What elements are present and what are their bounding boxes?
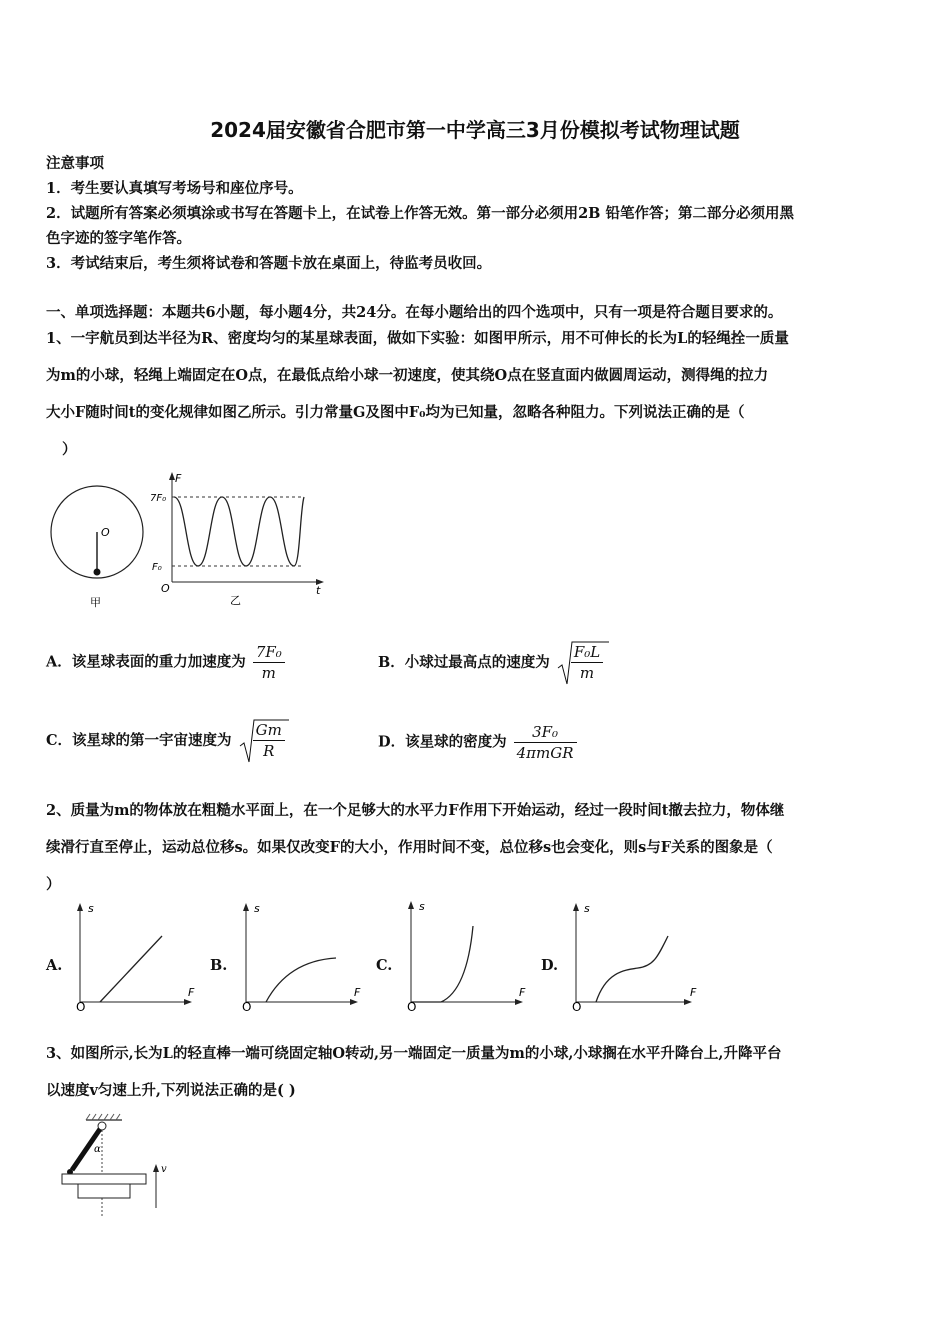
y-axis-label: s	[584, 902, 590, 915]
y-axis-label: s	[88, 902, 94, 915]
q3-text: 3、如图所示,长为L的轻直棒一端可绕固定轴O转动,另一端固定一质量为m的小球,小球搁在水平升降台上,升降平台	[46, 1045, 782, 1062]
denominator: R	[263, 742, 275, 760]
origin-label: O	[572, 1000, 582, 1014]
q1-text: ）	[62, 441, 77, 458]
figure-caption: 甲	[90, 596, 101, 609]
figure-caption: 乙	[230, 594, 241, 607]
section-heading: 一、单项选择题：本题共6小题，每小题4分，共24分。在每小题给出的四个选项中，只有一项是符合题目要求的。	[46, 304, 783, 321]
fraction	[253, 642, 285, 683]
q2-graph-b[interactable]	[232, 900, 372, 1015]
q2-text: 2、质量为m的物体放在粗糙水平面上，在一个足够大的水平力F作用下开始运动，经过一段时间t撤去拉力，物体继	[46, 802, 785, 819]
q2-option-b-label[interactable]: B.	[210, 957, 228, 974]
q3-text: 以速度v匀速上升,下列说法正确的是( )	[46, 1082, 296, 1099]
q1-text: 为m的小球，轻绳上端固定在O点，在最低点给小球一初速度，使其绕O点在竖直面内做圆周运动，测得绳的拉力	[46, 367, 769, 384]
q2-option-c-label[interactable]: C.	[376, 957, 393, 974]
q1-figure-yi	[150, 470, 330, 610]
sqrt	[557, 640, 609, 686]
q2-option-d-label[interactable]: D.	[541, 957, 559, 974]
origin-label: O	[242, 1000, 252, 1014]
y-axis-label: F	[175, 472, 182, 485]
angle-label: α	[94, 1144, 101, 1155]
origin-label: O	[407, 1000, 417, 1014]
y-axis-label: s	[254, 902, 260, 915]
x-axis-label: F	[519, 986, 526, 999]
page-title: 2024届安徽省合肥市第一中学高三3月份模拟考试物理试题	[210, 118, 740, 142]
q1-option-a[interactable]	[46, 642, 285, 683]
q1-option-c[interactable]	[46, 718, 289, 764]
velocity-label: v	[161, 1164, 167, 1175]
option-text: A．该星球表面的重力加速度为	[46, 653, 246, 671]
q1-text: 1、一宇航员到达半径为R、密度均匀的某星球表面，做如下实验：如图甲所示，用不可伸长的长为L的轻绳拴一质量	[46, 330, 789, 347]
option-text: D．该星球的密度为	[378, 733, 507, 751]
origin-label: O	[76, 1000, 86, 1014]
numerator: 3F₀	[514, 722, 577, 743]
x-axis-label: F	[188, 986, 195, 999]
notice-heading: 注意事项	[46, 155, 104, 172]
top-label: 7F₀	[150, 493, 167, 504]
denominator: m	[261, 664, 276, 682]
option-text: B．小球过最高点的速度为	[378, 654, 550, 671]
x-axis-label: t	[316, 584, 321, 597]
bottom-label: F₀	[152, 562, 162, 573]
q1-figure-jia	[46, 482, 158, 612]
x-axis-label: F	[354, 986, 361, 999]
option-text: C．该星球的第一宇宙速度为	[46, 732, 232, 749]
q2-text: ）	[46, 876, 61, 893]
y-axis-label: s	[419, 900, 425, 913]
numerator: Gm	[253, 720, 285, 741]
denominator: 4πmGR	[516, 744, 574, 762]
notice-item: 1．考生要认真填写考场号和座位序号。	[46, 180, 303, 197]
notice-item: 3．考试结束后，考生须将试卷和答题卡放在桌面上，待监考员收回。	[46, 255, 492, 272]
q2-graph-a[interactable]	[66, 900, 206, 1015]
q1-option-d[interactable]	[378, 722, 577, 763]
q2-text: 续滑行直至停止，运动总位移s。如果仅改变F的大小，作用时间不变，总位移s也会变化，则s与F关系的图象是（	[46, 839, 773, 856]
notice-item: 2．试题所有答案必须填涂或书写在答题卡上，在试卷上作答无效。第一部分必须用2B 铅笔作答；第二部分必须用黑	[46, 205, 794, 222]
q2-graph-d[interactable]	[562, 900, 712, 1015]
numerator: F₀L	[571, 642, 603, 663]
q1-option-b[interactable]	[378, 640, 609, 686]
numerator: 7F₀	[253, 642, 285, 663]
q3-figure	[56, 1112, 186, 1220]
denominator: m	[579, 664, 595, 682]
origin-label: O	[161, 582, 170, 595]
notice-item: 色字迹的签字笔作答。	[46, 230, 191, 247]
x-axis-label: F	[690, 986, 697, 999]
q1-text: 大小F随时间t的变化规律如图乙所示。引力常量G及图中F₀均为已知量，忽略各种阻力。下列说法正确的是（	[46, 404, 745, 421]
q2-option-a-label[interactable]: A.	[46, 957, 63, 974]
q2-graph-c[interactable]	[397, 896, 537, 1015]
center-label: O	[101, 526, 110, 539]
sqrt	[239, 718, 289, 764]
fraction	[514, 722, 577, 763]
